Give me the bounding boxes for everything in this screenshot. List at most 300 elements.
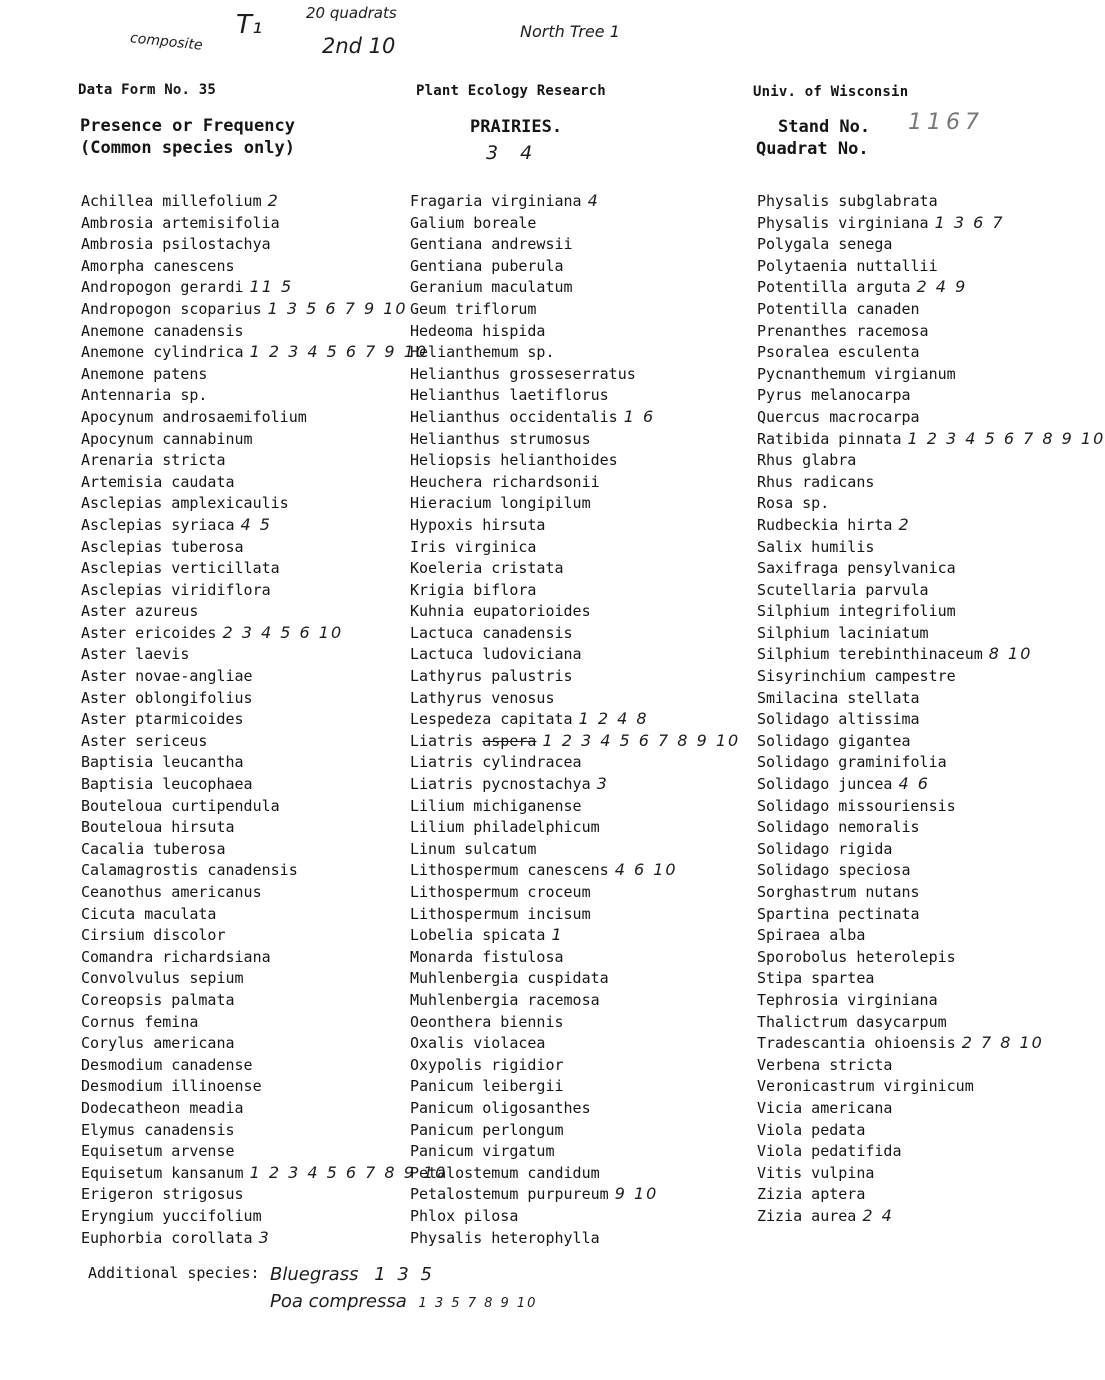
species-row	[757, 449, 1105, 471]
species-name: Asclepias syriaca	[81, 515, 235, 534]
species-row	[81, 212, 447, 234]
species-row	[757, 773, 1105, 795]
species-row	[81, 622, 447, 644]
frequency-mark: 2 3 4 5 6 10	[222, 622, 344, 642]
species-name: Aster ptarmicoides	[81, 710, 244, 729]
species-row	[81, 557, 447, 579]
species-name: Krigia biflora	[410, 580, 537, 599]
prairies-title: PRAIRIES.	[470, 117, 563, 137]
species-name: Polytaenia nuttallii	[757, 256, 938, 275]
species-name: Quercus macrocarpa	[757, 407, 920, 426]
species-name: Rhus glabra	[757, 451, 857, 470]
quadrats-note: 20 quadrats	[306, 4, 397, 22]
species-name: Euphorbia corollata	[81, 1228, 253, 1247]
species-name: Liatris pycnostachya	[410, 775, 591, 794]
species-name: Solidago missouriensis	[757, 796, 956, 815]
species-row	[410, 471, 740, 493]
species-row	[757, 212, 1105, 234]
species-name: Phlox pilosa	[410, 1206, 519, 1225]
species-row	[81, 471, 447, 493]
species-name: Calamagrostis canadensis	[81, 861, 298, 880]
species-name: Amorpha canescens	[81, 256, 235, 275]
species-name: Apocynum androsaemifolium	[81, 407, 307, 426]
species-row	[410, 924, 740, 946]
species-row	[81, 773, 447, 795]
species-row	[757, 816, 1105, 838]
species-name: Geum triflorum	[410, 299, 537, 318]
species-row	[410, 233, 740, 255]
species-name: Ambrosia psilostachya	[81, 235, 271, 254]
species-row	[410, 751, 740, 773]
species-name: Cirsium discolor	[81, 926, 226, 945]
species-row	[757, 276, 1105, 298]
species-row	[81, 1227, 447, 1249]
species-name: Rhus radicans	[757, 472, 875, 491]
species-row	[81, 600, 447, 622]
species-row	[81, 449, 447, 471]
species-row	[757, 320, 1105, 342]
species-row	[81, 838, 447, 860]
species-row	[81, 255, 447, 277]
species-name: Fragaria virginiana	[410, 192, 582, 210]
species-row	[81, 536, 447, 558]
species-row	[757, 751, 1105, 773]
species-name: Rosa sp.	[757, 494, 830, 513]
species-name: Ambrosia artemisifolia	[81, 213, 280, 232]
species-name: Cornus femina	[81, 1012, 199, 1031]
species-row	[410, 838, 740, 860]
species-name: Geranium maculatum	[410, 278, 573, 297]
species-name: Verbena stricta	[757, 1055, 893, 1074]
stand-label: Stand No.	[778, 117, 871, 137]
species-name: Petalostemum candidum	[410, 1163, 600, 1182]
species-row	[757, 687, 1105, 709]
species-row	[757, 1011, 1105, 1033]
species-name: Stipa spartea	[757, 969, 875, 988]
species-row	[757, 190, 1105, 212]
species-name: Corylus americana	[81, 1034, 235, 1053]
species-name: Helianthus strumosus	[410, 429, 591, 448]
species-name: Oxalis violacea	[410, 1034, 546, 1053]
species-name: Physalis heterophylla	[410, 1228, 600, 1247]
organization: Plant Ecology Research	[416, 83, 606, 99]
species-row	[757, 233, 1105, 255]
species-row	[410, 1119, 740, 1141]
species-name: Lilium philadelphicum	[410, 818, 600, 837]
species-name: Monarda fistulosa	[410, 947, 564, 966]
species-row	[81, 643, 447, 665]
species-row	[757, 665, 1105, 687]
species-name: Lithospermum incisum	[410, 904, 591, 923]
frequency-mark: 3	[258, 1227, 271, 1247]
species-name: Heuchera richardsonii	[410, 472, 600, 491]
species-name: Erigeron strigosus	[81, 1185, 244, 1204]
t1-note: T₁	[236, 10, 263, 40]
species-row	[410, 989, 740, 1011]
species-row	[81, 320, 447, 342]
species-row	[410, 903, 740, 925]
species-name: Lilium michiganense	[410, 796, 582, 815]
species-row	[757, 341, 1105, 363]
species-row	[757, 730, 1105, 752]
frequency-mark: 9 10	[614, 1184, 659, 1204]
species-name: Spiraea alba	[757, 926, 866, 945]
species-name: Cacalia tuberosa	[81, 839, 226, 858]
species-name: Muhlenbergia cuspidata	[410, 969, 609, 988]
species-row	[410, 514, 740, 536]
species-row	[81, 406, 447, 428]
species-row	[757, 579, 1105, 601]
species-row	[757, 1032, 1105, 1054]
species-row	[81, 816, 447, 838]
species-name: Hieracium longipilum	[410, 494, 591, 513]
species-name: Asclepias amplexicaulis	[81, 494, 289, 513]
species-row	[81, 363, 447, 385]
species-name: Panicum virgatum	[410, 1142, 555, 1161]
frequency-mark: 2	[898, 514, 911, 534]
frequency-mark: 1 3 5 6 7 9 10	[267, 298, 408, 318]
species-row	[757, 1205, 1105, 1227]
frequency-mark: 3	[596, 774, 609, 794]
species-name: Solidago gigantea	[757, 731, 911, 750]
species-name: Pycnanthemum virgianum	[757, 364, 956, 383]
species-row	[81, 233, 447, 255]
species-row	[410, 1205, 740, 1227]
species-name: Hypoxis hirsuta	[410, 515, 546, 534]
species-row	[81, 1075, 447, 1097]
species-name: Gentiana andrewsii	[410, 235, 573, 254]
species-row	[410, 881, 740, 903]
species-name: Linum sulcatum	[410, 839, 537, 858]
species-row	[81, 1162, 447, 1184]
species-name: Antennaria sp.	[81, 386, 208, 405]
species-row	[81, 1097, 447, 1119]
species-row	[81, 967, 447, 989]
species-name: Liatris aspera	[410, 731, 537, 750]
species-row	[410, 341, 740, 363]
species-name: Desmodium canadense	[81, 1055, 253, 1074]
species-name: Artemisia caudata	[81, 472, 235, 491]
species-row	[81, 881, 447, 903]
species-row	[81, 341, 447, 363]
frequency-mark: 4 6 10	[614, 860, 678, 880]
species-name: Galium boreale	[410, 213, 537, 232]
species-name: Iris virginica	[410, 537, 537, 556]
species-name: Solidago rigida	[757, 839, 893, 858]
species-row	[81, 730, 447, 752]
species-row	[410, 276, 740, 298]
species-row	[410, 492, 740, 514]
species-row	[757, 514, 1105, 536]
species-row	[757, 428, 1105, 450]
species-row	[410, 1227, 740, 1249]
species-row	[757, 946, 1105, 968]
species-row	[81, 903, 447, 925]
species-name: Gentiana puberula	[410, 256, 564, 275]
species-name: Desmodium illinoense	[81, 1077, 262, 1096]
species-row	[757, 989, 1105, 1011]
species-name: Kuhnia eupatorioides	[410, 602, 591, 621]
university: Univ. of Wisconsin	[753, 84, 909, 100]
species-name: Silphium integrifolium	[757, 602, 956, 621]
species-name: Convolvulus sepium	[81, 969, 244, 988]
species-row	[81, 1140, 447, 1162]
species-row	[410, 428, 740, 450]
species-row	[757, 903, 1105, 925]
species-row	[757, 1119, 1105, 1141]
additional-entry-2	[270, 1291, 537, 1312]
species-name: Psoralea esculenta	[757, 343, 920, 362]
species-row	[410, 190, 740, 212]
species-name: Aster novae-angliae	[81, 667, 253, 686]
species-row	[757, 255, 1105, 277]
species-name: Liatris cylindracea	[410, 753, 582, 772]
species-name: Solidago nemoralis	[757, 818, 920, 837]
species-row	[410, 579, 740, 601]
species-row	[81, 795, 447, 817]
species-row	[757, 924, 1105, 946]
additional-entry-2-name: Poa compressa	[270, 1291, 407, 1312]
species-row	[757, 384, 1105, 406]
species-row	[757, 1075, 1105, 1097]
species-name: Asclepias viridiflora	[81, 580, 271, 599]
species-row	[410, 665, 740, 687]
species-name: Cicuta maculata	[81, 904, 217, 923]
species-row	[410, 1097, 740, 1119]
species-row	[410, 687, 740, 709]
species-name: Aster oblongifolius	[81, 688, 253, 707]
species-row	[81, 1054, 447, 1076]
species-name: Sorghastrum nutans	[757, 883, 920, 901]
species-row	[410, 363, 740, 385]
species-row	[410, 643, 740, 665]
frequency-mark: 1	[551, 925, 564, 945]
species-row	[81, 708, 447, 730]
species-name: Ratibida pinnata	[757, 429, 902, 448]
species-row	[757, 1140, 1105, 1162]
species-name: Rudbeckia hirta	[757, 515, 893, 534]
species-name: Potentilla canaden	[757, 299, 920, 318]
species-row	[81, 989, 447, 1011]
species-row	[410, 1075, 740, 1097]
frequency-mark: 2	[267, 191, 280, 210]
species-row	[81, 579, 447, 601]
species-name: Lespedeza capitata	[410, 710, 573, 729]
species-name: Oxypolis rigidior	[410, 1055, 564, 1074]
species-name: Lathyrus venosus	[410, 688, 555, 707]
species-row	[81, 190, 447, 212]
species-row	[410, 384, 740, 406]
stand-number: 1167	[908, 110, 984, 135]
species-row	[81, 1032, 447, 1054]
species-row	[410, 730, 740, 752]
additional-species-label: Additional species:	[88, 1264, 260, 1282]
species-row	[757, 881, 1105, 903]
additional-entry-1-mark: 1 3 5	[374, 1264, 435, 1285]
species-name: Pyrus melanocarpa	[757, 386, 911, 405]
species-name: Prenanthes racemosa	[757, 321, 929, 340]
species-row	[81, 384, 447, 406]
species-name: Viola pedatifida	[757, 1142, 902, 1161]
species-name: Petalostemum purpureum	[410, 1185, 609, 1204]
frequency-mark: 4 6	[898, 774, 930, 794]
species-row	[757, 406, 1105, 428]
species-name: Tephrosia virginiana	[757, 990, 938, 1009]
species-row	[81, 514, 447, 536]
species-name: Comandra richardsiana	[81, 947, 271, 966]
species-name: Asclepias verticillata	[81, 559, 280, 578]
species-name: Eryngium yuccifolium	[81, 1206, 262, 1225]
species-row	[757, 536, 1105, 558]
frequency-mark: 8 10	[988, 644, 1033, 664]
quadrat-label: Quadrat No.	[756, 139, 869, 159]
species-name: Coreopsis palmata	[81, 990, 235, 1009]
species-row	[410, 600, 740, 622]
species-name: Oeonthera biennis	[410, 1012, 564, 1031]
species-name: Lathyrus palustris	[410, 667, 573, 686]
species-name: Solidago juncea	[757, 775, 893, 794]
species-name: Elymus canadensis	[81, 1120, 235, 1139]
species-name: Helianthus laetiflorus	[410, 386, 609, 405]
species-row	[410, 536, 740, 558]
species-row	[757, 838, 1105, 860]
frequency-mark: 1 2 3 4 5 6 7 9 10	[249, 342, 429, 362]
form-title-line2: (Common species only)	[80, 138, 295, 158]
species-name: Helianthemum sp.	[410, 343, 555, 362]
frequency-mark: 4	[587, 191, 600, 210]
species-name: Zizia aurea	[757, 1206, 857, 1225]
species-name: Hedeoma hispida	[410, 321, 546, 340]
species-name: Helianthus grosseserratus	[410, 364, 636, 383]
species-row	[410, 967, 740, 989]
species-name: Anemone patens	[81, 364, 208, 383]
species-name: Spartina pectinata	[757, 904, 920, 923]
species-row	[757, 557, 1105, 579]
species-name: Arenaria stricta	[81, 451, 226, 470]
species-row	[81, 492, 447, 514]
species-name: Potentilla arguta	[757, 278, 911, 297]
species-name: Sisyrinchium campestre	[757, 667, 956, 686]
species-name: Dodecatheon meadia	[81, 1098, 244, 1117]
frequency-mark: 1 2 3 4 5 6 7 8 9 10	[907, 428, 1105, 448]
species-row	[81, 665, 447, 687]
species-row	[81, 1011, 447, 1033]
species-name: Sporobolus heterolepis	[757, 947, 956, 966]
species-name: Lithospermum croceum	[410, 883, 591, 901]
species-row	[410, 557, 740, 579]
species-column-1	[81, 190, 447, 1248]
species-name: Zizia aptera	[757, 1185, 866, 1204]
species-row	[410, 816, 740, 838]
species-row	[410, 795, 740, 817]
species-row	[81, 1205, 447, 1227]
species-name: Smilacina stellata	[757, 688, 920, 707]
species-name: Salix humilis	[757, 537, 875, 556]
species-row	[757, 1162, 1105, 1184]
species-name: Baptisia leucantha	[81, 753, 244, 772]
species-row	[757, 622, 1105, 644]
species-row	[410, 1162, 740, 1184]
site-note: North Tree 1	[520, 22, 620, 41]
species-name: Vicia americana	[757, 1098, 893, 1117]
form-title-line1: Presence or Frequency	[80, 116, 295, 136]
species-row	[410, 622, 740, 644]
species-row	[81, 924, 447, 946]
species-name: Aster sericeus	[81, 731, 208, 750]
species-row	[410, 1183, 740, 1205]
species-row	[757, 1097, 1105, 1119]
additional-entry-2-mark: 1 3 5 7 8 9 10	[418, 1296, 538, 1311]
species-name: Bouteloua curtipendula	[81, 796, 280, 815]
species-name: Panicum oligosanthes	[410, 1098, 591, 1117]
species-row	[81, 751, 447, 773]
frequency-mark: 2 4	[862, 1205, 894, 1225]
species-name: Equisetum kansanum	[81, 1163, 244, 1182]
species-row	[757, 492, 1105, 514]
species-name: Aster ericoides	[81, 623, 217, 642]
species-row	[410, 859, 740, 881]
frequency-mark: 1 2 4 8	[578, 709, 649, 729]
species-row	[757, 298, 1105, 320]
species-name: Aster laevis	[81, 645, 190, 664]
frequency-mark: 2 4 9	[916, 277, 968, 297]
species-name: Physalis virginiana	[757, 213, 929, 232]
species-name: Andropogon scoparius	[81, 299, 262, 318]
species-name: Silphium terebinthinaceum	[757, 645, 983, 664]
species-row	[757, 643, 1105, 665]
species-name: Asclepias tuberosa	[81, 537, 244, 556]
species-row	[757, 471, 1105, 493]
frequency-mark: 1 2 3 4 5 6 7 8 9 10	[542, 730, 741, 750]
species-name: Polygala senega	[757, 235, 893, 254]
species-row	[81, 1119, 447, 1141]
species-name: Physalis subglabrata	[757, 192, 938, 210]
species-name: Solidago speciosa	[757, 861, 911, 880]
frequency-mark: 1 6	[623, 406, 656, 426]
species-row	[81, 687, 447, 709]
species-row	[757, 363, 1105, 385]
second-ten-note: 2nd 10	[322, 34, 396, 58]
species-name: Scutellaria parvula	[757, 580, 929, 599]
species-name: Baptisia leucophaea	[81, 775, 253, 794]
species-row	[410, 406, 740, 428]
species-row	[757, 967, 1105, 989]
species-row	[410, 1140, 740, 1162]
species-column-2	[410, 190, 740, 1248]
species-name: Anemone canadensis	[81, 321, 244, 340]
species-name: Viola pedata	[757, 1120, 866, 1139]
species-row	[81, 276, 447, 298]
species-name: Koeleria cristata	[410, 559, 564, 578]
species-name: Anemone cylindrica	[81, 343, 244, 362]
species-row	[757, 859, 1105, 881]
species-row	[410, 946, 740, 968]
species-name: Lactuca canadensis	[410, 623, 573, 642]
additional-entry-1-name: Bluegrass	[270, 1264, 359, 1285]
species-row	[410, 320, 740, 342]
species-row	[757, 795, 1105, 817]
species-name: Aster azureus	[81, 602, 199, 621]
species-column-3	[757, 190, 1105, 1227]
quadrat-numbers-note: 3 4	[486, 142, 541, 164]
species-name: Thalictrum dasycarpum	[757, 1012, 947, 1031]
species-name: Panicum leibergii	[410, 1077, 564, 1096]
species-row	[81, 859, 447, 881]
species-name: Silphium laciniatum	[757, 623, 929, 642]
species-name: Bouteloua hirsuta	[81, 818, 235, 837]
species-row	[410, 212, 740, 234]
species-name: Saxifraga pensylvanica	[757, 559, 956, 578]
